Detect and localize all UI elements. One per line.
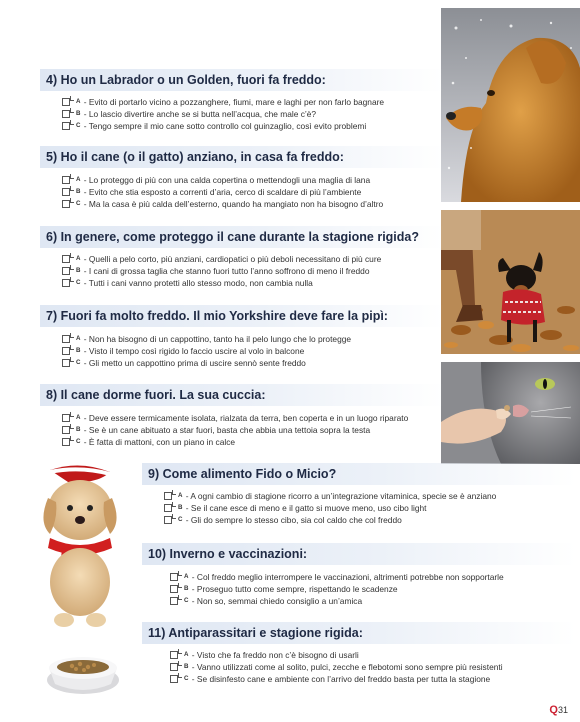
checkbox[interactable] <box>170 651 178 659</box>
answer-text: - Se il cane esce di meno e il gatto si muove meno, uso cibo light <box>185 503 427 513</box>
checkbox[interactable] <box>62 200 70 208</box>
checkbox[interactable] <box>164 516 172 524</box>
answer-option-b[interactable]: B - Lo lascio divertire anche se si butta nell’acqua, che male c’è? <box>62 108 384 120</box>
checkbox[interactable] <box>62 438 70 446</box>
answer-option-b[interactable]: B - I cani di grossa taglia che stanno fuori tutto l’anno soffrono di meno il freddo <box>62 265 381 277</box>
answer-list <box>170 571 504 607</box>
answer-text: - Visto il tempo così rigido lo faccio uscire al volo in balcone <box>83 346 305 356</box>
answer-list <box>170 649 503 685</box>
answer-text: - Non so, semmai chiedo consiglio a un’amica <box>191 596 363 606</box>
checkbox[interactable] <box>62 176 70 184</box>
question-title: 6) In genere, come proteggo il cane durante la stagione rigida? <box>40 226 444 248</box>
answer-text: - Quelli a pelo corto, più anziani, cardiopatici o più deboli necessitano di più cure <box>83 254 382 264</box>
answer-text: - Evito di portarlo vicino a pozzanghere, fiumi, mare e laghi per non farlo bagnare <box>83 97 385 107</box>
answer-text: - Tutti i cani vanno protetti allo stesso modo, non cambia nulla <box>83 278 313 288</box>
cat-eating-treat-photo <box>441 362 580 464</box>
answer-text: - Lo proteggo di più con una calda copertina o mettendogli una maglia di lana <box>83 175 371 185</box>
answer-list <box>62 412 408 448</box>
checkbox[interactable] <box>164 504 172 512</box>
checkbox[interactable] <box>62 255 70 263</box>
answer-list <box>62 333 351 369</box>
question-title: 9) Come alimento Fido o Micio? <box>142 463 576 485</box>
answer-option-b[interactable]: B - Evito che stia esposto a correnti d’aria, cerco di scaldare di più l’ambiente <box>62 186 383 198</box>
answer-text: - È fatta di mattoni, con un piano in calce <box>83 437 236 447</box>
answer-text: - Vanno utilizzati come al solito, pulci, zecche e flebotomi sono sempre più resistenti <box>191 662 503 672</box>
question-title: 7) Fuori fa molto freddo. Il mio Yorkshire deve fare la pipì: <box>40 305 444 327</box>
answer-text: - Visto che fa freddo non c’è bisogno di usarli <box>191 650 359 660</box>
checkbox[interactable] <box>62 110 70 118</box>
answer-text: - Evito che stia esposto a correnti d’aria, cerco di scaldare di più l’ambiente <box>83 187 362 197</box>
checkbox[interactable] <box>164 492 172 500</box>
answer-option-b[interactable]: B - Visto il tempo così rigido lo faccio uscire al volo in balcone <box>62 345 351 357</box>
answer-text: - Se disinfesto cane e ambiente con l’arrivo del freddo basta per tutta la stagione <box>191 674 491 684</box>
answer-list <box>164 490 496 526</box>
checkbox[interactable] <box>62 279 70 287</box>
answer-option-a[interactable]: A - A ogni cambio di stagione ricorro a un’integrazione vitaminica, specie se è anziano <box>164 490 496 502</box>
answer-option-c[interactable]: C - Ma la casa è più calda dell’esterno, quando ha mangiato non ha bisogno d’altro <box>62 198 383 210</box>
answer-option-a[interactable]: A - Deve essere termicamente isolata, rialzata da terra, ben coperta e in un luogo riparato <box>62 412 408 424</box>
question-title: 8) Il cane dorme fuori. La sua cuccia: <box>40 384 444 406</box>
answer-text: - Gli metto un cappottino prima di uscire sennò sente freddo <box>83 358 306 368</box>
pinscher-sweater-leaves-photo <box>441 210 580 354</box>
answer-option-c[interactable]: C - Gli do sempre lo stesso cibo, sia col caldo che col freddo <box>164 514 496 526</box>
answer-list <box>62 96 384 132</box>
answer-option-b[interactable]: B - Se è un cane abituato a star fuori, basta che abbia una tettoia sopra la testa <box>62 424 408 436</box>
answer-text: - Ma la casa è più calda dell’esterno, quando ha mangiato non ha bisogno d’altro <box>83 199 384 209</box>
answer-text: - Gli do sempre lo stesso cibo, sia col caldo che col freddo <box>185 515 402 525</box>
answer-text: - Proseguo tutto come sempre, rispettando le scadenze <box>191 584 398 594</box>
answer-option-c[interactable]: C - Gli metto un cappottino prima di uscire sennò sente freddo <box>62 357 351 369</box>
answer-option-b[interactable]: B - Vanno utilizzati come al solito, pulci, zecche e flebotomi sono sempre più resistenti <box>170 661 503 673</box>
checkbox[interactable] <box>62 426 70 434</box>
answer-option-a[interactable]: A - Col freddo meglio interrompere le vaccinazioni, altrimenti potrebbe non sopportarle <box>170 571 504 583</box>
checkbox[interactable] <box>62 335 70 343</box>
question-title: 10) Inverno e vaccinazioni: <box>142 543 576 565</box>
question-title: 11) Antiparassitari e stagione rigida: <box>142 622 576 644</box>
checkbox[interactable] <box>62 414 70 422</box>
checkbox[interactable] <box>170 675 178 683</box>
checkbox[interactable] <box>170 663 178 671</box>
answer-text: - Lo lascio divertire anche se si butta nell’acqua, che male c’è? <box>83 109 317 119</box>
checkbox[interactable] <box>170 573 178 581</box>
question-title: 5) Ho il cane (o il gatto) anziano, in casa fa freddo: <box>40 146 444 168</box>
answer-list <box>62 253 381 289</box>
answer-option-a[interactable]: A - Quelli a pelo corto, più anziani, cardiopatici o più deboli necessitano di più cure <box>62 253 381 265</box>
puppy-scarf-photo <box>20 462 140 637</box>
answer-text: - Deve essere termicamente isolata, rialzata da terra, ben coperta e in un luogo riparato <box>83 413 409 423</box>
answer-list <box>62 174 383 210</box>
golden-retriever-snow-photo <box>441 8 580 202</box>
checkbox[interactable] <box>62 267 70 275</box>
answer-option-c[interactable]: C - Non so, semmai chiedo consiglio a un’amica <box>170 595 504 607</box>
answer-text: - A ogni cambio di stagione ricorro a un’integrazione vitaminica, specie se è anziano <box>185 491 497 501</box>
answer-option-b[interactable]: B - Proseguo tutto come sempre, rispettando le scadenze <box>170 583 504 595</box>
checkbox[interactable] <box>62 122 70 130</box>
answer-option-a[interactable]: A - Lo proteggo di più con una calda copertina o mettendogli una maglia di lana <box>62 174 383 186</box>
page-number: Q31 <box>549 704 568 716</box>
magazine-logo-icon: Q <box>549 704 558 716</box>
checkbox[interactable] <box>170 585 178 593</box>
food-bowl-photo <box>44 640 122 700</box>
checkbox[interactable] <box>62 188 70 196</box>
answer-option-b[interactable]: B - Se il cane esce di meno e il gatto si muove meno, uso cibo light <box>164 502 496 514</box>
answer-option-a[interactable]: A - Visto che fa freddo non c’è bisogno di usarli <box>170 649 503 661</box>
answer-text: - I cani di grossa taglia che stanno fuori tutto l’anno soffrono di meno il freddo <box>83 266 370 276</box>
checkbox[interactable] <box>62 347 70 355</box>
answer-option-c[interactable]: C - Tutti i cani vanno protetti allo stesso modo, non cambia nulla <box>62 277 381 289</box>
checkbox[interactable] <box>170 597 178 605</box>
answer-text: - Se è un cane abituato a star fuori, basta che abbia una tettoia sopra la testa <box>83 425 371 435</box>
answer-option-a[interactable]: A - Evito di portarlo vicino a pozzanghere, fiumi, mare e laghi per non farlo bagnare <box>62 96 384 108</box>
answer-text: - Col freddo meglio interrompere le vaccinazioni, altrimenti potrebbe non sopportarle <box>191 572 504 582</box>
checkbox[interactable] <box>62 98 70 106</box>
question-title: 4) Ho un Labrador o un Golden, fuori fa freddo: <box>40 69 444 91</box>
answer-text: - Non ha bisogno di un cappottino, tanto ha il pelo lungo che lo protegge <box>83 334 352 344</box>
answer-option-c[interactable]: C - Tengo sempre il mio cane sotto controllo col guinzaglio, così evito problemi <box>62 120 384 132</box>
answer-option-c[interactable]: C - È fatta di mattoni, con un piano in calce <box>62 436 408 448</box>
answer-option-c[interactable]: C - Se disinfesto cane e ambiente con l’arrivo del freddo basta per tutta la stagione <box>170 673 503 685</box>
answer-text: - Tengo sempre il mio cane sotto controllo col guinzaglio, così evito problemi <box>83 121 367 131</box>
answer-option-a[interactable]: A - Non ha bisogno di un cappottino, tanto ha il pelo lungo che lo protegge <box>62 333 351 345</box>
checkbox[interactable] <box>62 359 70 367</box>
